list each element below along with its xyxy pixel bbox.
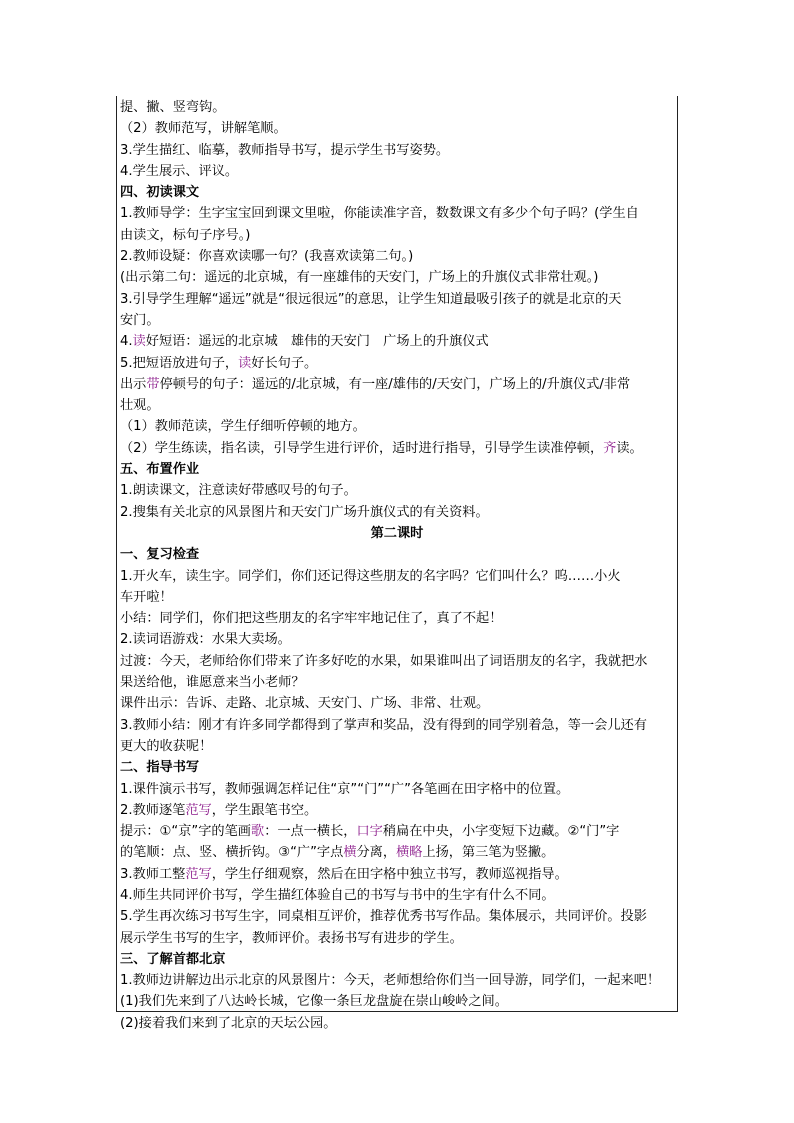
text-run: 的笔顺：点、竖、横折钩。③“广”字点 [120,845,344,861]
text-line [120,842,674,863]
text-run: （2）学生练读，指名读，引导学生进行评价，适时进行指导，引导学生读准停顿， [120,440,604,456]
text-line: 安门。 [120,312,160,328]
text-line: （2）教师范写，讲解笔顺。 [120,121,287,137]
text-line: 更大的收获呢！ [120,738,213,754]
text-line: 5.学生再次练习书写生字，同桌相互评价，推荐优秀书写作品。集体展示，共同评价。投影 [120,909,647,925]
text-line: (出示第二句：遥远的北京城，有一座雄伟的天安门，广场上的升旗仪式非常壮观。) [120,270,599,286]
text-run: 2.教师逐笔 [120,802,186,818]
text-line: (2)接着我们来到了北京的天坛公园。 [120,1015,337,1031]
highlight-text: 歌 [251,824,265,840]
text-run: 稍扁在中央，小字变短下边藏。②“门”字 [382,824,620,840]
highlight-text: 横 [343,845,357,861]
highlight-text: 口字 [356,824,383,840]
text-run: 出示 [120,376,147,392]
text-line: 1.开火车，读生字。同学们，你们还记得这些朋友的名字吗？它们叫什么？呜……小火 [120,568,621,584]
text-run: 读。 [616,440,643,456]
text-line: 2.搜集有关北京的风景图片和天安门广场升旗仪式的有关资料。 [120,504,489,520]
text-run: 5.把短语放进句子， [120,355,239,371]
text-line [120,374,674,395]
highlight-text: 读 [132,334,146,350]
lesson-title: 第二课时 [370,525,424,541]
text-line: 提、撇、竖弯钩。 [120,100,226,115]
section-heading: 四、初读课文 [120,185,200,201]
text-run: 好长句子。 [251,355,318,371]
text-line [120,353,674,374]
text-line [120,864,674,885]
text-run: 好短语：遥远的北京城 雄伟的天安门 广场上的升旗仪式 [145,334,489,350]
highlight-text: 范写 [185,802,212,818]
text-line: 车开啦！ [120,589,173,605]
text-run: ，学生跟笔书空。 [211,802,318,818]
text-run: 3.教师工整 [120,866,186,882]
highlight-text: 读 [238,355,252,371]
text-line: (1)我们先来到了八达岭长城，它像一条巨龙盘旋在崇山峻岭之间。 [120,994,508,1010]
highlight-text: 齐 [603,440,617,456]
section-heading: 三、了解首都北京 [120,951,226,967]
text-run: 上扬，第三笔为竖撇。 [422,845,555,861]
text-run: 停顿号的句子：遥远的/北京城，有一座/雄伟的/天安门，广场上的/升旗仪式/非常 [159,376,631,392]
text-line: 2.教师设疑：你喜欢读哪一句？(我喜欢读第二句。) [120,249,414,265]
text-line: 课件出示：告诉、走路、北京城、天安门、广场、非常、壮观。 [120,696,490,712]
text-line: 壮观。 [120,398,160,414]
section-heading: 一、复习检查 [120,547,200,563]
text-line [120,331,674,352]
text-line: （1）教师范读，学生仔细听停顿的地方。 [120,419,366,435]
text-line: 小结：同学们，你们把这些朋友的名字牢牢地记住了，真了不起！ [120,611,503,627]
text-line: 4.师生共同评价书写，学生描红体验自己的书写与书中的生字有什么不同。 [120,887,555,903]
text-line [120,800,674,821]
text-line: 3.学生描红、临摹，教师指导书写，提示学生书写姿势。 [120,142,450,158]
text-line: 1.教师边讲解边出示北京的风景图片：今天，老师想给你们当一回导游，同学们，一起来吧！ [120,973,661,989]
text-run: 提示：①“京”字的笔画 [120,824,251,840]
text-line: 2.读词语游戏：水果大卖场。 [120,632,291,648]
text-line: 1.教师导学：生字宝宝回到课文里啦，你能读准字音，数数课文有多少个句子吗？(学生自 [120,206,639,222]
text-run: 分离， [356,845,397,861]
section-heading: 五、布置作业 [120,462,200,478]
text-line: 过渡：今天，老师给你们带来了许多好吃的水果，如果谁叫出了词语朋友的名字，我就把水 [120,653,648,669]
text-line: 1.朗读课文，注意读好带感叹号的句子。 [120,483,357,499]
text-line [120,821,674,842]
text-line: 果送给他，谁愿意来当小老师？ [120,675,305,691]
highlight-text: 范写 [185,866,212,882]
text-line: 由读文，标句子序号。) [120,227,251,243]
text-line: 3.引导学生理解“遥远”就是“很远很远”的意思，让学生知道最吸引孩子的就是北京的天 [120,291,622,307]
text-run: 4. [120,334,133,350]
text-run: ，学生仔细观察，然后在田字格中独立书写，教师巡视指导。 [211,866,568,882]
text-run: ：一点一横长， [264,824,357,840]
text-line: 4.学生展示、评议。 [120,163,239,179]
text-line: 展示学生书写的生字，教师评价。表扬书写有进步的学生。 [120,930,463,946]
text-line: 3.教师小结：刚才有许多同学都得到了掌声和奖品，没有得到的同学别着急，等一会儿还有 [120,717,647,733]
text-line [120,438,674,459]
highlight-text: 横略 [396,845,423,861]
section-heading: 二、指导书写 [120,760,200,776]
lesson-plan-text [120,97,674,1034]
text-line: 1.课件演示书写，教师强调怎样记住“京”“门”“广”各笔画在田字格中的位置。 [120,781,570,797]
highlight-text: 带 [146,376,160,392]
